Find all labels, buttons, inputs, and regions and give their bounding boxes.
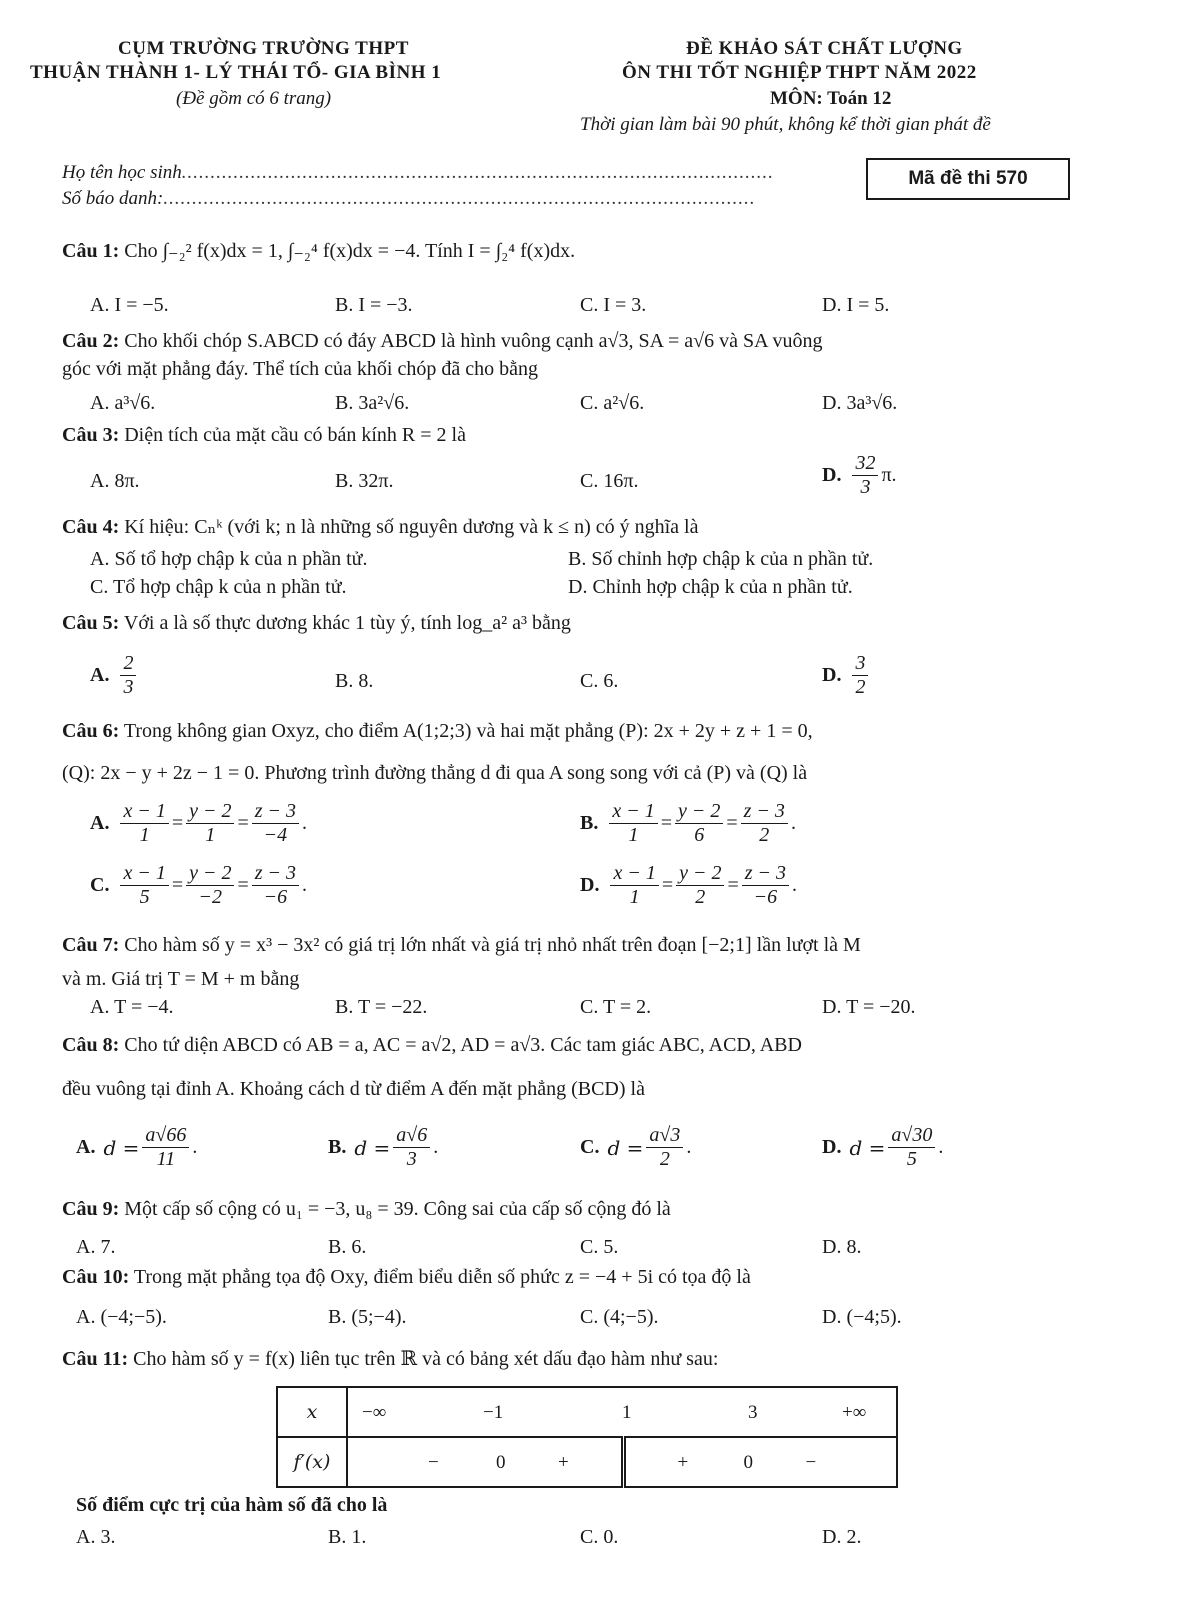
sign-zero-2: 0 [743, 1452, 753, 1473]
exam-title-line2: ÔN THI TỐT NGHIỆP THPT NĂM 2022 [622, 62, 977, 83]
q5-a-fraction [120, 652, 136, 699]
q8-a-label: A. [76, 1136, 96, 1158]
q9-stem [62, 1196, 671, 1223]
q4-option-b: B. Số chỉnh hợp chập k của n phần tử. [568, 548, 874, 570]
q6-c-frac-y [186, 862, 234, 909]
sign-table-fprime-label: f′(x) [277, 1437, 347, 1487]
q6-c-x-num: x − 1 [120, 862, 168, 886]
q4-label: Câu 4: [62, 516, 120, 538]
q6-label: Câu 6: [62, 720, 120, 742]
q6-b-x-den: 1 [628, 824, 639, 846]
q10-label: Câu 10: [62, 1266, 130, 1288]
q6-stem-line2: (Q): 2x − y + 2z − 1 = 0. Phương trình đường thẳng d đi qua A song song với cả (P) và (Q) là [62, 762, 808, 784]
q9-option-d: D. 8. [822, 1236, 862, 1258]
q7-label: Câu 7: [62, 934, 120, 956]
q6-b-z-den: 2 [759, 824, 770, 846]
q10-text: Trong mặt phẳng tọa độ Oxy, điểm biểu diễn số phức z = −4 + 5i có tọa độ là [133, 1266, 751, 1288]
q6-b-frac-y [675, 800, 723, 847]
q10-option-a: A. (−4;−5). [76, 1306, 167, 1328]
q10-option-c: C. (4;−5). [580, 1306, 659, 1328]
q3-option-d-fraction [852, 452, 878, 499]
q5-d-label: D. [822, 664, 842, 686]
q2-stem-line1 [62, 328, 822, 355]
student-name-dots: ....................................................................................................... [181, 162, 775, 183]
sign-table-fprime-row [277, 1437, 897, 1487]
x-val-1: 1 [622, 1402, 632, 1423]
q7-option-d: D. T = −20. [822, 996, 916, 1018]
q7-stem-line2: và m. Giá trị T = M + m bằng [62, 968, 300, 990]
q2-option-a: A. a³√6. [90, 392, 156, 414]
x-val-3: 3 [748, 1402, 758, 1423]
q11-option-a: A. 3. [76, 1526, 116, 1548]
q6-a-y-num: y − 2 [186, 800, 234, 824]
q6-stem-line1 [62, 718, 813, 745]
sign-zero-1: 0 [496, 1452, 506, 1473]
q6-text-line1: Trong không gian Oxyz, cho điểm A(1;2;3) và hai mặt phẳng (P): 2x + 2y + z + 1 = 0, [123, 720, 813, 742]
sign-table-x-label: x [277, 1387, 347, 1437]
q11-label: Câu 11: [62, 1348, 129, 1370]
q5-d-denominator: 2 [855, 676, 866, 698]
x-val-neg-inf: −∞ [362, 1402, 387, 1423]
q5-d-numerator: 3 [852, 652, 868, 676]
q1-option-d: D. I = 5. [822, 294, 890, 316]
q8-c-num: a√3 [646, 1124, 683, 1148]
sign-table [276, 1386, 898, 1488]
student-name-label: Họ tên học sinh [62, 162, 182, 183]
q8-option-c: C. d = $\frac{a√3}{2}$ . [580, 1124, 692, 1170]
q8-option-a: A. d = $\frac{a√66}{11}$ . [76, 1124, 198, 1170]
pages-note: (Đề gồm có 6 trang) [176, 88, 332, 109]
q1-option-c: C. I = 3. [580, 294, 647, 316]
q8-a-fraction [142, 1124, 189, 1171]
student-name-field [62, 162, 774, 184]
q6-d-y-num: y − 2 [676, 862, 724, 886]
q8-stem-line2: đều vuông tại đỉnh A. Khoảng cách d từ điểm A đến mặt phẳng (BCD) là [62, 1078, 645, 1100]
q8-b-num: a√6 [393, 1124, 430, 1148]
q6-d-label: D. [580, 874, 600, 896]
q8-d-label: D. [822, 1136, 842, 1158]
q5-a-denominator: 3 [123, 676, 134, 698]
q1-option-b: B. I = −3. [335, 294, 413, 316]
q6-d-y-den: 2 [695, 886, 706, 908]
q5-option-a [90, 652, 139, 699]
exam-title-line1: ĐỀ KHẢO SÁT CHẤT LƯỢNG [686, 38, 963, 59]
q8-d-fraction [888, 1124, 935, 1171]
q5-label: Câu 5: [62, 612, 120, 634]
q8-option-d: D. d = $\frac{a√30}{5}$ . [822, 1124, 944, 1170]
q8-text-line1: Cho tứ diện ABCD có AB = a, AC = a√2, AD = a√3. Các tam giác ABC, ACD, ABD [124, 1034, 802, 1056]
q3-option-b: B. 32π. [335, 470, 394, 492]
q7-text-line1: Cho hàm số y = x³ − 3x² có giá trị lớn nhất và giá trị nhỏ nhất trên đoạn [−2;1] lần lượt là M [124, 934, 861, 956]
q3-option-d-label: D. [822, 464, 842, 486]
q11-stem [62, 1346, 718, 1373]
student-id-field [62, 188, 756, 210]
sign-table-x-values [347, 1387, 897, 1437]
q11-option-d: D. 2. [822, 1526, 862, 1548]
q8-option-b: B. d = $\frac{a√6}{3}$ . [328, 1124, 439, 1170]
q6-a-x-num: x − 1 [120, 800, 168, 824]
q3-option-c: C. 16π. [580, 470, 639, 492]
q2-label: Câu 2: [62, 330, 120, 352]
q9-text: Một cấp số cộng có u₁ = −3, u₈ = 39. Công sai của cấp số cộng đó là [124, 1198, 671, 1220]
school-name-line1: CỤM TRƯỜNG TRƯỜNG THPT [118, 38, 409, 59]
q5-text: Với a là số thực dương khác 1 tùy ý, tính log_a² a³ bằng [123, 612, 571, 634]
q6-d-frac-y [676, 862, 724, 909]
q4-text: Kí hiệu: Cₙᵏ (với k; n là những số nguyên dương và k ≤ n) có ý nghĩa là [124, 516, 699, 538]
student-id-dots: ....................................................................................................... [163, 188, 756, 209]
q4-stem [62, 514, 698, 541]
q9-label: Câu 9: [62, 1198, 120, 1220]
q6-a-frac-x [120, 800, 168, 847]
q11-text: Cho hàm số y = f(x) liên tục trên ℝ và có bảng xét dấu đạo hàm như sau: [133, 1348, 719, 1370]
exam-code-box: Mã đề thi 570 [866, 158, 1070, 200]
q1-text: Cho ∫₋₂² f(x)dx = 1, ∫₋₂⁴ f(x)dx = −4. Tính I = ∫₂⁴ f(x)dx. [124, 240, 576, 262]
q11-question: Số điểm cực trị của hàm số đã cho là [76, 1494, 388, 1516]
q6-a-frac-y [186, 800, 234, 847]
sign-1: − [428, 1452, 439, 1473]
q8-d-num: a√30 [888, 1124, 935, 1148]
q3-text: Diện tích của mặt cầu có bán kính R = 2 là [124, 424, 466, 446]
q6-b-x-num: x − 1 [609, 800, 657, 824]
q7-option-c: C. T = 2. [580, 996, 652, 1018]
q3-d-denominator: 3 [860, 476, 871, 498]
q3-stem [62, 422, 466, 449]
q3-option-a: A. 8π. [90, 470, 140, 492]
exam-time-note: Thời gian làm bài 90 phút, không kể thời gian phát đề [580, 114, 991, 135]
q8-stem-line1 [62, 1032, 802, 1059]
q6-b-label: B. [580, 812, 599, 834]
q6-c-frac-x [120, 862, 168, 909]
q6-c-y-den: −2 [198, 886, 223, 908]
q3-label: Câu 3: [62, 424, 120, 446]
q10-option-d: D. (−4;5). [822, 1306, 902, 1328]
q6-a-x-den: 1 [139, 824, 150, 846]
q6-c-z-den: −6 [263, 886, 288, 908]
q2-option-b: B. 3a²√6. [335, 392, 410, 414]
q6-c-z-num: z − 3 [252, 862, 299, 886]
q6-d-x-num: x − 1 [610, 862, 658, 886]
q5-option-d [822, 652, 871, 699]
q3-option-d [822, 452, 897, 499]
q6-c-y-num: y − 2 [186, 862, 234, 886]
q6-a-y-den: 1 [205, 824, 216, 846]
q8-d-den: 5 [906, 1148, 917, 1170]
q6-option-a: A. $\frac{x - 1}{1}$ = $\frac{y - 2}{1}$ = $\frac{z - 3}{-4}$ . [90, 800, 308, 846]
sign-table-left-section [347, 1437, 623, 1487]
q8-c-fraction [646, 1124, 683, 1171]
q5-option-b: B. 8. [335, 670, 374, 692]
q6-d-frac-z [742, 862, 789, 909]
q5-a-numerator: 2 [120, 652, 136, 676]
q11-option-b: B. 1. [328, 1526, 367, 1548]
q6-a-z-den: −4 [263, 824, 288, 846]
q5-stem [62, 610, 571, 637]
q6-c-label: C. [90, 874, 110, 896]
q1-option-a: A. I = −5. [90, 294, 169, 316]
q6-a-z-num: z − 3 [252, 800, 299, 824]
q10-stem [62, 1264, 751, 1291]
q8-b-den: 3 [406, 1148, 417, 1170]
q1-stem [62, 238, 575, 265]
q6-d-z-den: −6 [753, 886, 778, 908]
q4-option-d: D. Chỉnh hợp chập k của n phần tử. [568, 576, 853, 598]
q8-a-num: a√66 [142, 1124, 189, 1148]
q8-b-fraction [393, 1124, 430, 1171]
q3-d-numerator: 32 [852, 452, 878, 476]
q6-d-frac-x [610, 862, 658, 909]
q2-option-c: C. a²√6. [580, 392, 645, 414]
q4-option-c: C. Tổ hợp chập k của n phần tử. [90, 576, 347, 598]
q6-b-y-den: 6 [694, 824, 705, 846]
q6-a-frac-z [252, 800, 299, 847]
q4-option-a: A. Số tổ hợp chập k của n phần tử. [90, 548, 368, 570]
q8-label: Câu 8: [62, 1034, 120, 1056]
q6-d-x-den: 1 [629, 886, 640, 908]
q5-d-fraction [852, 652, 868, 699]
q2-text-line1: Cho khối chóp S.ABCD có đáy ABCD là hình vuông cạnh a√3, SA = a√6 và SA vuông [124, 330, 823, 352]
q8-b-label: B. [328, 1136, 347, 1158]
q6-b-z-num: z − 3 [741, 800, 788, 824]
x-val-minus-1: −1 [483, 1402, 504, 1423]
school-name-line2: THUẬN THÀNH 1- LÝ THÁI TỔ- GIA BÌNH 1 [30, 62, 442, 83]
q6-option-c: C. $\frac{x - 1}{5}$ = $\frac{y - 2}{-2}$ = $\frac{z - 3}{-6}$ . [90, 862, 308, 908]
q2-stem-line2: góc với mặt phẳng đáy. Thể tích của khối chóp đã cho bằng [62, 358, 538, 380]
q7-stem-line1 [62, 932, 861, 959]
q2-option-d: D. 3a³√6. [822, 392, 898, 414]
q5-a-label: A. [90, 664, 110, 686]
exam-subject: MÔN: Toán 12 [770, 88, 892, 109]
sign-3: + [677, 1452, 689, 1473]
q6-c-frac-z [252, 862, 299, 909]
sign-2: + [558, 1452, 569, 1473]
q6-option-d: D. $\frac{x - 1}{1}$ = $\frac{y - 2}{2}$ = $\frac{z - 3}{-6}$ . [580, 862, 798, 908]
q1-label: Câu 1: [62, 240, 120, 262]
q6-b-frac-z [741, 800, 788, 847]
sign-table-x-row [277, 1387, 897, 1437]
q6-a-label: A. [90, 812, 110, 834]
q6-b-frac-x [609, 800, 657, 847]
q6-b-y-num: y − 2 [675, 800, 723, 824]
q7-option-b: B. T = −22. [335, 996, 428, 1018]
q3-d-tail: π. [881, 464, 897, 486]
q7-option-a: A. T = −4. [90, 996, 174, 1018]
sign-4: − [805, 1452, 817, 1473]
q6-c-x-den: 5 [139, 886, 150, 908]
q9-option-b: B. 6. [328, 1236, 367, 1258]
q8-c-den: 2 [659, 1148, 670, 1170]
q11-option-c: C. 0. [580, 1526, 619, 1548]
q9-option-c: C. 5. [580, 1236, 619, 1258]
q10-option-b: B. (5;−4). [328, 1306, 407, 1328]
x-val-pos-inf: +∞ [842, 1402, 867, 1423]
sign-table-right-section [623, 1437, 897, 1487]
student-id-label: Số báo danh: [62, 188, 164, 209]
q6-option-b: B. $\frac{x - 1}{1}$ = $\frac{y - 2}{6}$ = $\frac{z - 3}{2}$ . [580, 800, 796, 846]
q9-option-a: A. 7. [76, 1236, 116, 1258]
q5-option-c: C. 6. [580, 670, 619, 692]
q8-c-label: C. [580, 1136, 600, 1158]
q6-d-z-num: z − 3 [742, 862, 789, 886]
q8-a-den: 11 [156, 1148, 176, 1170]
